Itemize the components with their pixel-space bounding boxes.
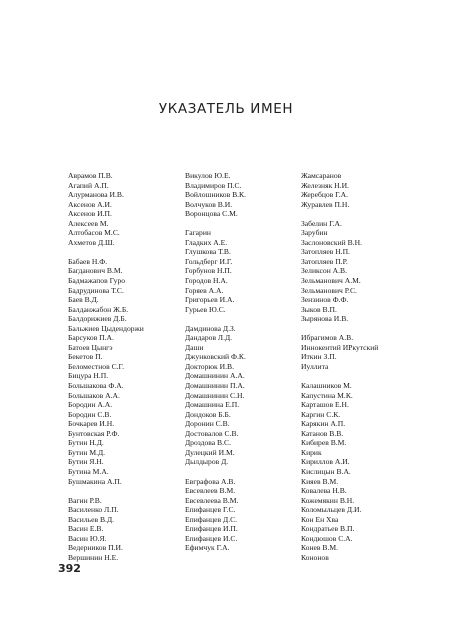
index-entry: Васин Е.В. xyxy=(68,524,104,534)
index-entry: Коломыльцев Д.И. xyxy=(301,505,362,515)
index-entry: Джунковский Ф.К. xyxy=(185,352,246,362)
index-entry: Зарубин xyxy=(301,228,328,238)
index-entry: Бочкарев И.Н. xyxy=(68,419,115,429)
index-entry: Баев В.Д. xyxy=(68,295,99,305)
index-entry: Гладких А.Е. xyxy=(185,237,228,247)
index-entry: Дамдинова Д.З. xyxy=(185,323,236,333)
index-entry: Бородин С.В. xyxy=(68,409,112,419)
index-entry: Карякин А.П. xyxy=(301,419,346,429)
index-entry: Ведерников П.И. xyxy=(68,543,123,553)
index-entry: Иткин З.П. xyxy=(301,352,337,362)
index-column-2 xyxy=(185,171,246,553)
index-entry: Бекетов П. xyxy=(68,352,103,362)
index-entry: Агапий А.П. xyxy=(68,180,109,190)
index-spacer xyxy=(185,219,246,229)
index-entry: Большаков А.А. xyxy=(68,390,120,400)
index-entry: Аксенов И.П. xyxy=(68,209,112,219)
index-entry: Гурьев Ю.С. xyxy=(185,304,226,314)
index-entry: Городов Н.А. xyxy=(185,276,228,286)
index-entry: Григорьев И.А. xyxy=(185,295,235,305)
index-entry: Иуллита xyxy=(301,361,329,371)
index-entry: Алурманова И.В. xyxy=(68,190,124,200)
index-entry: Ибрагимов А.В. xyxy=(301,333,354,343)
index-entry: Бальжиев Цыдендоржи xyxy=(68,323,144,333)
index-entry: Кожемякин В.Н. xyxy=(301,495,355,505)
index-entry: Зензинов Ф.Ф. xyxy=(301,295,349,305)
index-column-1 xyxy=(68,171,144,562)
index-entry: Ахметов Д.Ш. xyxy=(68,237,115,247)
index-entry: Затопляев Н.П. xyxy=(301,247,350,257)
index-entry: Василенко Л.П. xyxy=(68,505,119,515)
index-entry: Евграфова А.В. xyxy=(185,476,236,486)
index-entry: Дандаров Л.Д. xyxy=(185,333,233,343)
index-entry: Дроздова В.С. xyxy=(185,438,231,448)
index-entry: Барсуков П.А. xyxy=(68,333,114,343)
index-entry: Епифанцев Г.С. xyxy=(185,505,236,515)
index-entry: Калашников М. xyxy=(301,381,352,391)
index-entry: Ковалева Н.В. xyxy=(301,486,347,496)
index-entry: Домашнинин А.А. xyxy=(185,371,245,381)
index-entry: Бутин Я.Н. xyxy=(68,457,104,467)
index-entry: Зырянова И.В. xyxy=(301,314,349,324)
index-entry: Алтобасов М.С. xyxy=(68,228,120,238)
index-entry: Епифанцев И.П. xyxy=(185,524,238,534)
index-entry: Балданжабон Ж.Б. xyxy=(68,304,129,314)
index-entry: Горяев А.А. xyxy=(185,285,224,295)
index-entry: Епифанцев И.С. xyxy=(185,533,238,543)
index-entry: Евсевлеев В.М. xyxy=(185,486,236,496)
index-spacer xyxy=(185,314,246,324)
index-entry: Епифанцев Д.С. xyxy=(185,514,238,524)
index-entry: Воронцова С.М. xyxy=(185,209,238,219)
index-entry: Бицура Н.П. xyxy=(68,371,109,381)
index-spacer xyxy=(301,324,378,334)
index-entry: Каргин С.К. xyxy=(301,409,341,419)
index-entry: Заслоновский В.Н. xyxy=(301,237,362,247)
index-entry: Кононов xyxy=(301,552,329,562)
index-entry: Доронин С.В. xyxy=(185,419,230,429)
index-entry: Докторюк И.В. xyxy=(185,361,234,371)
index-entry: Войлошников В.К. xyxy=(185,190,246,200)
index-entry: Иннокентий ИРкутский xyxy=(301,342,379,352)
index-column-3 xyxy=(301,171,378,562)
index-entry: Большакова Ф.А. xyxy=(68,381,124,391)
index-entry: Домашнинин П.А. xyxy=(185,381,245,391)
index-entry: Домашнинин С.Н. xyxy=(185,390,245,400)
index-entry: Кондюшов С.А. xyxy=(301,533,353,543)
index-entry: Вершинин Н.Е. xyxy=(68,552,119,562)
index-entry: Зельманович Р.С. xyxy=(301,285,357,295)
index-entry: Дулецкий И.М. xyxy=(185,447,235,457)
index-entry: Батоев Цынгэ xyxy=(68,342,113,352)
index-entry: Журавлев П.Н. xyxy=(301,199,350,209)
index-entry: Кибирев В.М. xyxy=(301,438,347,448)
index-spacer xyxy=(301,209,378,219)
index-entry: Катанов В.В. xyxy=(301,428,344,438)
index-entry: Кияев В.М. xyxy=(301,476,339,486)
index-entry: Бородин А.А. xyxy=(68,400,113,410)
index-entry: Васин Ю.Я. xyxy=(68,533,107,543)
index-entry: Кон Ен Хва xyxy=(301,514,339,524)
index-spacer xyxy=(301,371,378,381)
index-entry: Капустина М.К. xyxy=(301,390,353,400)
index-entry: Аксенов А.И. xyxy=(68,199,112,209)
index-entry: Бабаев Н.Ф. xyxy=(68,256,108,266)
index-entry: Зыков В.П. xyxy=(301,304,337,314)
index-entry: Бадрудинова Т.С. xyxy=(68,285,124,295)
page-number: 392 xyxy=(58,562,81,575)
index-entry: Кондратьев В.П. xyxy=(301,524,355,534)
index-entry: Достовалов С.В. xyxy=(185,428,239,438)
index-entry: Алексеев М. xyxy=(68,218,109,228)
index-entry: Гагарин xyxy=(185,228,211,238)
index-entry: Затопляев П.Р. xyxy=(301,256,348,266)
index-entry: Даши xyxy=(185,342,204,352)
index-entry: Бушмакина А.П. xyxy=(68,476,122,486)
index-entry: Горбунов Н.П. xyxy=(185,266,232,276)
index-entry: Зельманович А.М. xyxy=(301,276,361,286)
index-entry: Бутин М.Д. xyxy=(68,447,106,457)
index-entry: Бутина М.А. xyxy=(68,466,109,476)
index-entry: Багданович В.М. xyxy=(68,266,123,276)
index-entry: Карташов Е.Н. xyxy=(301,400,349,410)
index-entry: Глушкова Т.В. xyxy=(185,247,231,257)
page-title: УКАЗАТЕЛЬ ИМЕН xyxy=(158,101,294,117)
index-entry: Кириллов А.И. xyxy=(301,457,350,467)
index-entry: Железняк Н.И. xyxy=(301,180,349,190)
index-entry: Дылдыров Д. xyxy=(185,457,229,467)
index-entry: Волчуков В.И. xyxy=(185,199,233,209)
index-spacer xyxy=(185,467,246,477)
index-entry: Забелин Г.А. xyxy=(301,218,342,228)
index-entry: Конев В.М. xyxy=(301,543,339,553)
index-entry: Кирик xyxy=(301,447,322,457)
index-entry: Владимиров П.С. xyxy=(185,180,242,190)
index-entry: Балдорижиев Д.Б. xyxy=(68,314,127,324)
index-entry: Беломестнов С.Г. xyxy=(68,361,124,371)
index-entry: Вагин Р.В. xyxy=(68,495,102,505)
index-entry: Евсевлеева В.М. xyxy=(185,495,239,505)
index-entry: Дондоков Б.Б. xyxy=(185,409,231,419)
index-entry: Домашнина Е.П. xyxy=(185,400,240,410)
index-entry: Викулов Ю.Е. xyxy=(185,171,231,180)
index-entry: Бутин Н.Д. xyxy=(68,438,104,448)
index-entry: Бадмажапов Гуро xyxy=(68,276,126,286)
index-spacer xyxy=(68,247,144,257)
index-entry: Жеребцов Г.А. xyxy=(301,190,348,200)
index-entry: Аврамов П.В. xyxy=(68,171,113,180)
index-entry: Васильев В.Д. xyxy=(68,514,115,524)
index-spacer xyxy=(68,486,144,496)
index-entry: Зеликсон А.В. xyxy=(301,266,348,276)
index-entry: Кислицын В.А. xyxy=(301,466,351,476)
index-entry: Бунтовская Р.Ф. xyxy=(68,428,120,438)
index-entry: Гольдберг И.Г. xyxy=(185,256,233,266)
index-entry: Жамсаранов xyxy=(301,171,342,180)
index-entry: Ефимчук Г.А. xyxy=(185,543,230,553)
